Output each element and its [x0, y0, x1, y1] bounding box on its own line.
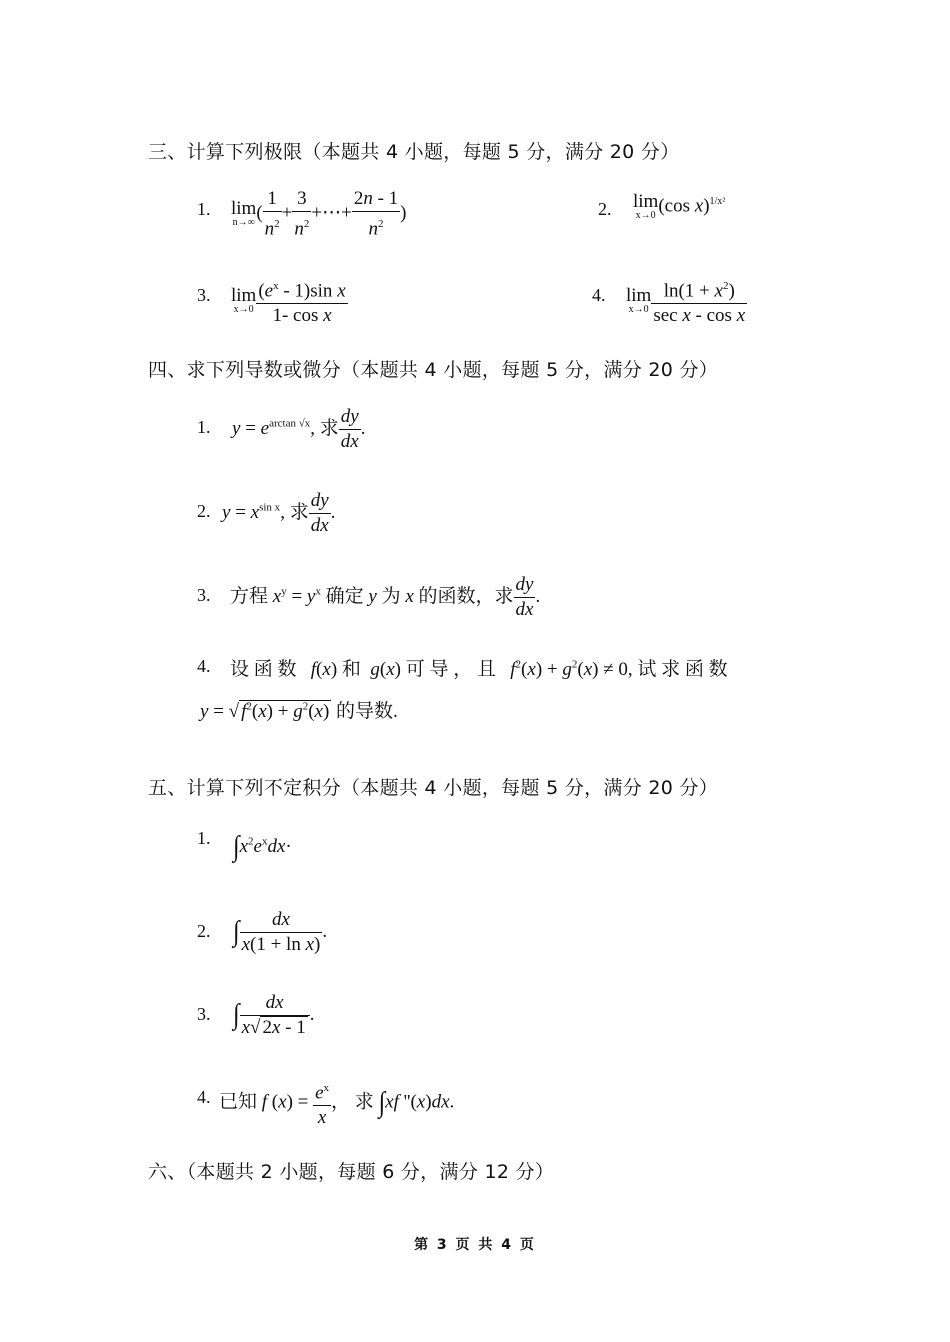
problem-3-1-number: 1. [197, 199, 211, 219]
problem-4-1-formula: $y = e^{arctan √x}$, 求 $\frac{dy}{dx}$ . [232, 406, 366, 452]
problem-4-4-line1: 设 函 数 f(x) 和 g(x) 可 导 ， 且 $f^2(x) + g^2(x) \ne 0$, 试 求 函 数 [230, 658, 728, 680]
problem-4-3-number: 3. [197, 585, 211, 605]
problem-4-2-number: 2. [197, 501, 211, 521]
section-5-heading: 五、计算下列不定积分（本题共 4 小题，每题 5 分，满分 20 分） [148, 777, 719, 799]
problem-5-2-formula: ∫ $\frac{dx}{\text{x(1 + ln x)}}$ . [233, 909, 328, 955]
problem-4-3-formula: 方程 $x^y = y^x$ 确定 y 为 x 的函数，求 $\frac{dy}{dx}$ . [230, 574, 541, 620]
problem-4-4-line2: y = √ $f^2(x) + g^2(x)$ 的导数. [200, 700, 398, 722]
problem-3-1-formula: lim n→∞ ( $\frac{1}{n^2}$ + $\frac{3}{n^2}$ +⋯+ $\frac{2n - 1}{n^2}$ ) [231, 188, 407, 240]
section-6-heading: 六、（本题共 2 小题，每题 6 分，满分 12 分） [148, 1161, 555, 1183]
problem-4-4-number: 4. [197, 656, 211, 676]
section-4-heading: 四、求下列导数或微分（本题共 4 小题，每题 5 分，满分 20 分） [148, 359, 719, 381]
problem-4-2-formula: $y = x^{sin x}$, 求 $\frac{dy}{dx}$ . [222, 490, 336, 536]
problem-5-1-number: 1. [197, 828, 211, 848]
problem-3-4-number: 4. [592, 285, 606, 305]
problem-3-2-formula: lim x→0 (cos x)$^{1/x^2}$ [633, 191, 726, 221]
problem-4-1-number: 1. [197, 417, 211, 437]
problem-5-2-number: 2. [197, 921, 211, 941]
problem-5-3-number: 3. [197, 1004, 211, 1024]
problem-3-2-number: 2. [598, 199, 612, 219]
page-footer: 第 3 页 共 4 页 [414, 1237, 536, 1253]
problem-5-3-formula: ∫ $\frac{dx}{x√ 2x - 1}$ . [233, 992, 315, 1038]
problem-5-4-number: 4. [197, 1087, 211, 1107]
problem-5-4-formula: 已知 f (x) = $\frac{e^x}{x}$ ， 求 ∫xf ''(x)dx. [219, 1076, 454, 1130]
problem-5-1-formula: $\int x^2e^xdx\cdot$ [233, 831, 292, 863]
problem-3-3-number: 3. [197, 285, 211, 305]
problem-3-4-formula: lim x→0 $\frac{\ln(1 + x^2)}{\text{sec x - cos x}}$ [626, 274, 747, 328]
problem-3-3-formula: lim x→0 $\frac{(e^x - 1)\sin x}{\text{1- cos x}}$ [231, 274, 348, 328]
section-3-heading: 三、计算下列极限（本题共 4 小题，每题 5 分，满分 20 分） [148, 141, 680, 163]
